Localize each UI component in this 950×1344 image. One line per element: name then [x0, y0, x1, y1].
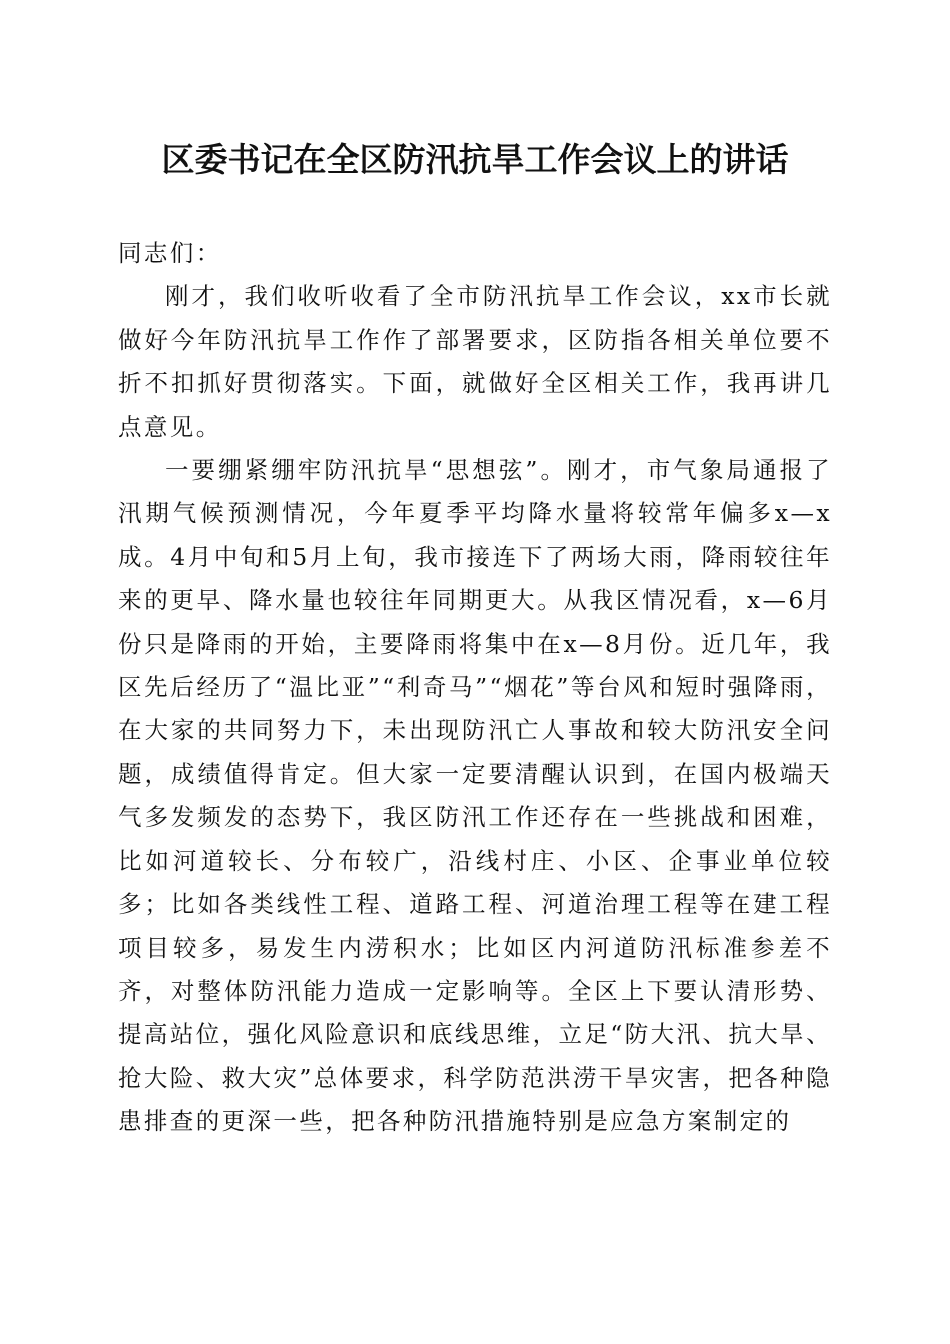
document-title: 区委书记在全区防汛抗旱工作会议上的讲话 [161, 140, 789, 179]
paragraph-intro: 刚才，我们收听收看了全市防汛抗旱工作会议，xx市长就做好今年防汛抗旱工作作了部署要求，区防指各相关单位要不折不扣抓好贯彻落实。下面，就做好全区相关工作，我再讲几点意见。 [118, 282, 832, 441]
paragraph-point-one: 一要绷紧绷牢防汛抗旱“思想弦”。刚才，市气象局通报了汛期气候预测情况，今年夏季平均降水量将较常年偏多x—x成。4月中旬和5月上旬，我市接连下了两场大雨，降雨较往年来的更早、降水量也较往年同期更大。从我区情况看，x—6月份只是降雨的开始，主要降雨将集中在x—8月份。近几年，我区先后经历了“温比亚”“利奇马”“烟花”等台风和短时强降雨，在大家的共同努力下，未出现防汛亡人事故和较大防汛安全问题，成绩值得肯定。但大家一定要清醒认识到，在国内极端天气多发频发的态势下，我区防汛工作还存在一些挑战和困难，比如河道较长、分布较广，沿线村庄、小区、企事业单位较多；比如各类线性工程、道路工程、河道治理工程等在建工程项目较多，易发生内涝积水；比如区内河道防汛标准参差不齐，对整体防汛能力造成一定影响等。全区上下要认清形势、提高站位，强化风险意识和底线思维，立足“防大汛、抗大旱、抢大险、救大灾”总体要求，科学防范洪涝干旱灾害，把各种隐患排查的更深一些，把各种防汛措施特别是应急方案制定的 [118, 456, 832, 1136]
salutation: 同志们： [118, 239, 222, 267]
document-body [118, 232, 832, 1144]
